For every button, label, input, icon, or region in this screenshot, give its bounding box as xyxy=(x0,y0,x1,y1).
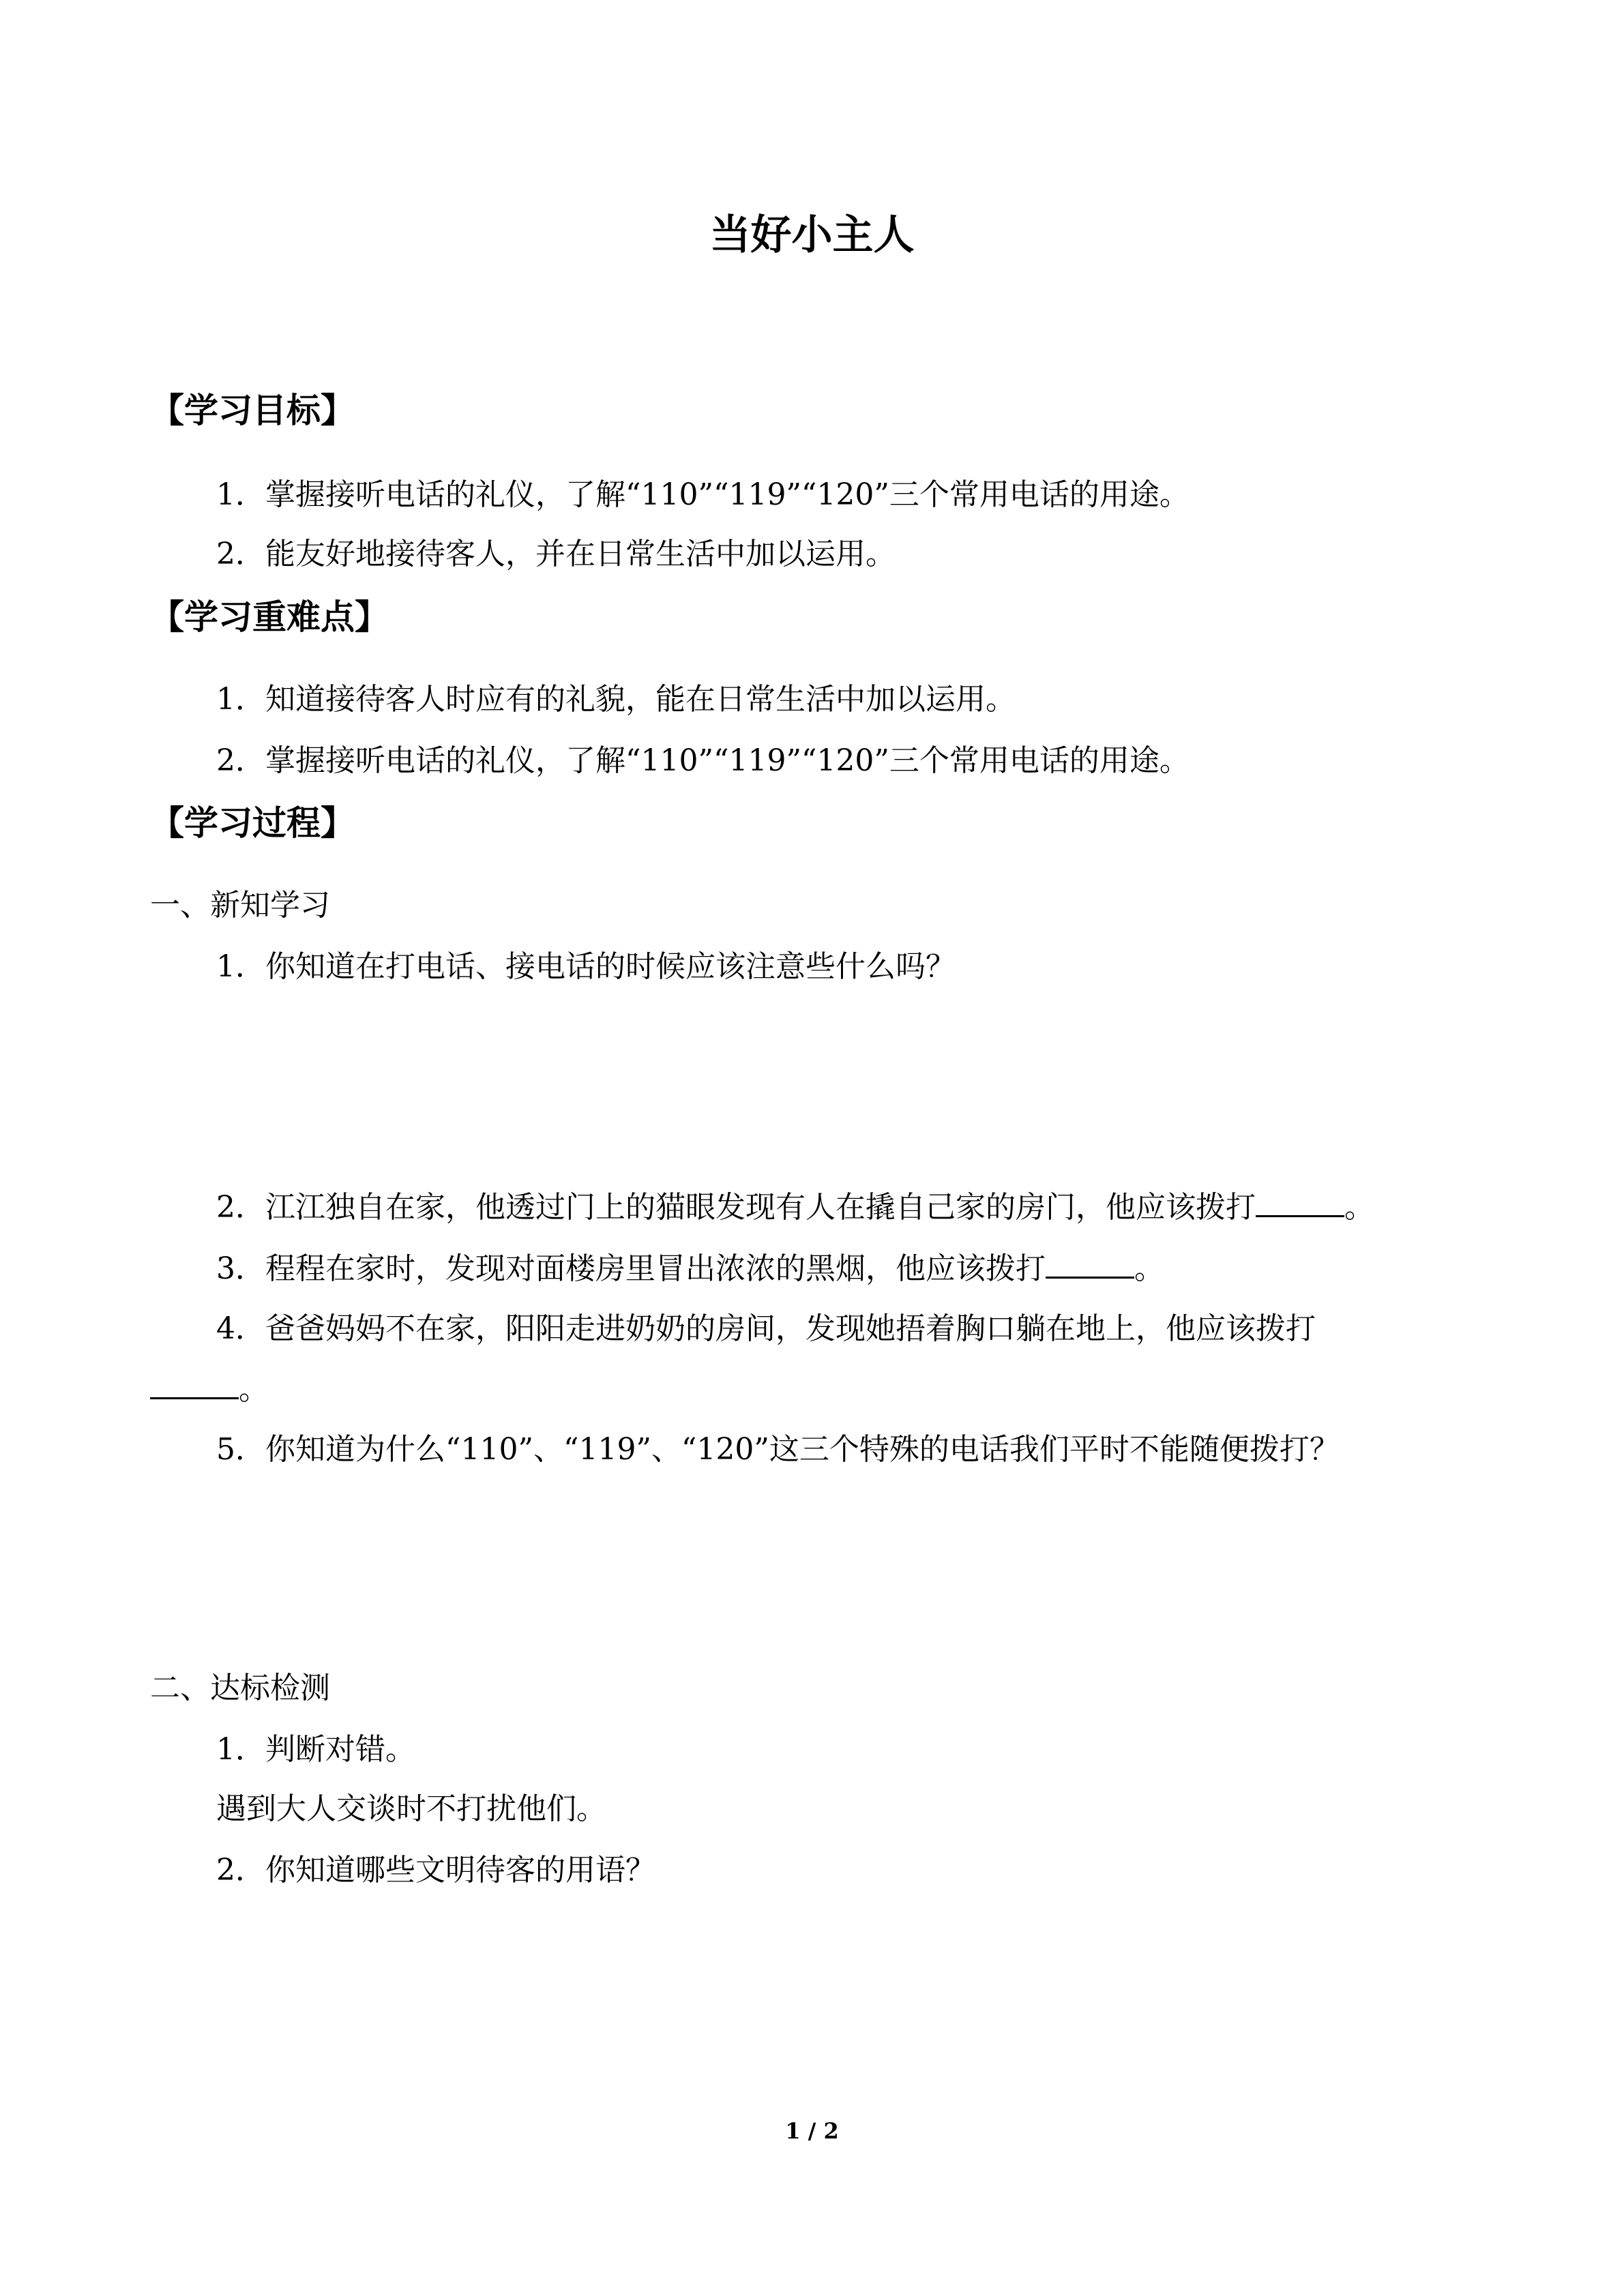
part1-question-4: 4．爸爸妈妈不在家，阳阳走进奶奶的房间，发现她捂着胸口躺在地上，他应该拨打 xyxy=(216,1311,1316,1346)
key-point-item-2: 2．掌握接听电话的礼仪，了解“110”“119”“120”三个常用电话的用途。 xyxy=(216,743,1190,778)
goal-item-2: 2．能友好地接待客人，并在日常生活中加以运用。 xyxy=(216,537,896,571)
part2-label: 二、达标检测 xyxy=(150,1671,330,1705)
part1-question-1: 1．你知道在打电话、接电话的时候应该注意些什么吗？ xyxy=(216,949,956,984)
part1-question-2 xyxy=(216,1187,1374,1229)
part1-question-3 xyxy=(216,1248,1164,1290)
part2-statement: 遇到大人交谈时不打扰他们。 xyxy=(216,1791,606,1826)
question-3-end: 。 xyxy=(1134,1251,1164,1286)
page-number: 1 / 2 xyxy=(785,2118,839,2144)
answer-blank[interactable] xyxy=(150,1370,239,1399)
key-point-item-1: 1．知道接待客人时应有的礼貌，能在日常生活中加以运用。 xyxy=(216,682,1016,717)
answer-blank[interactable] xyxy=(1256,1188,1344,1217)
part1-question-4-continuation xyxy=(150,1369,269,1411)
goals-heading: 【学习目标】 xyxy=(150,391,355,430)
process-heading: 【学习过程】 xyxy=(150,803,355,843)
part2-question-2: 2．你知道哪些文明待客的用语？ xyxy=(216,1853,655,1888)
part1-question-5: 5．你知道为什么“110”、“119”、“120”这三个特殊的电话我们平时不能随便拨打？ xyxy=(216,1432,1340,1467)
question-4-end: 。 xyxy=(239,1372,269,1407)
part2-question-1: 1．判断对错。 xyxy=(216,1732,415,1767)
goal-item-1: 1．掌握接听电话的礼仪，了解“110”“119”“120”三个常用电话的用途。 xyxy=(216,477,1190,512)
question-2-text: 2．江江独自在家，他透过门上的猫眼发现有人在撬自己家的房门，他应该拨打 xyxy=(216,1190,1256,1225)
question-3-text: 3．程程在家时，发现对面楼房里冒出浓浓的黑烟，他应该拨打 xyxy=(216,1251,1046,1286)
answer-blank[interactable] xyxy=(1046,1249,1134,1279)
page-title: 当好小主人 xyxy=(709,211,915,259)
part1-label: 一、新知学习 xyxy=(150,888,330,923)
key-points-heading: 【学习重难点】 xyxy=(150,597,389,637)
question-2-end: 。 xyxy=(1344,1190,1374,1225)
